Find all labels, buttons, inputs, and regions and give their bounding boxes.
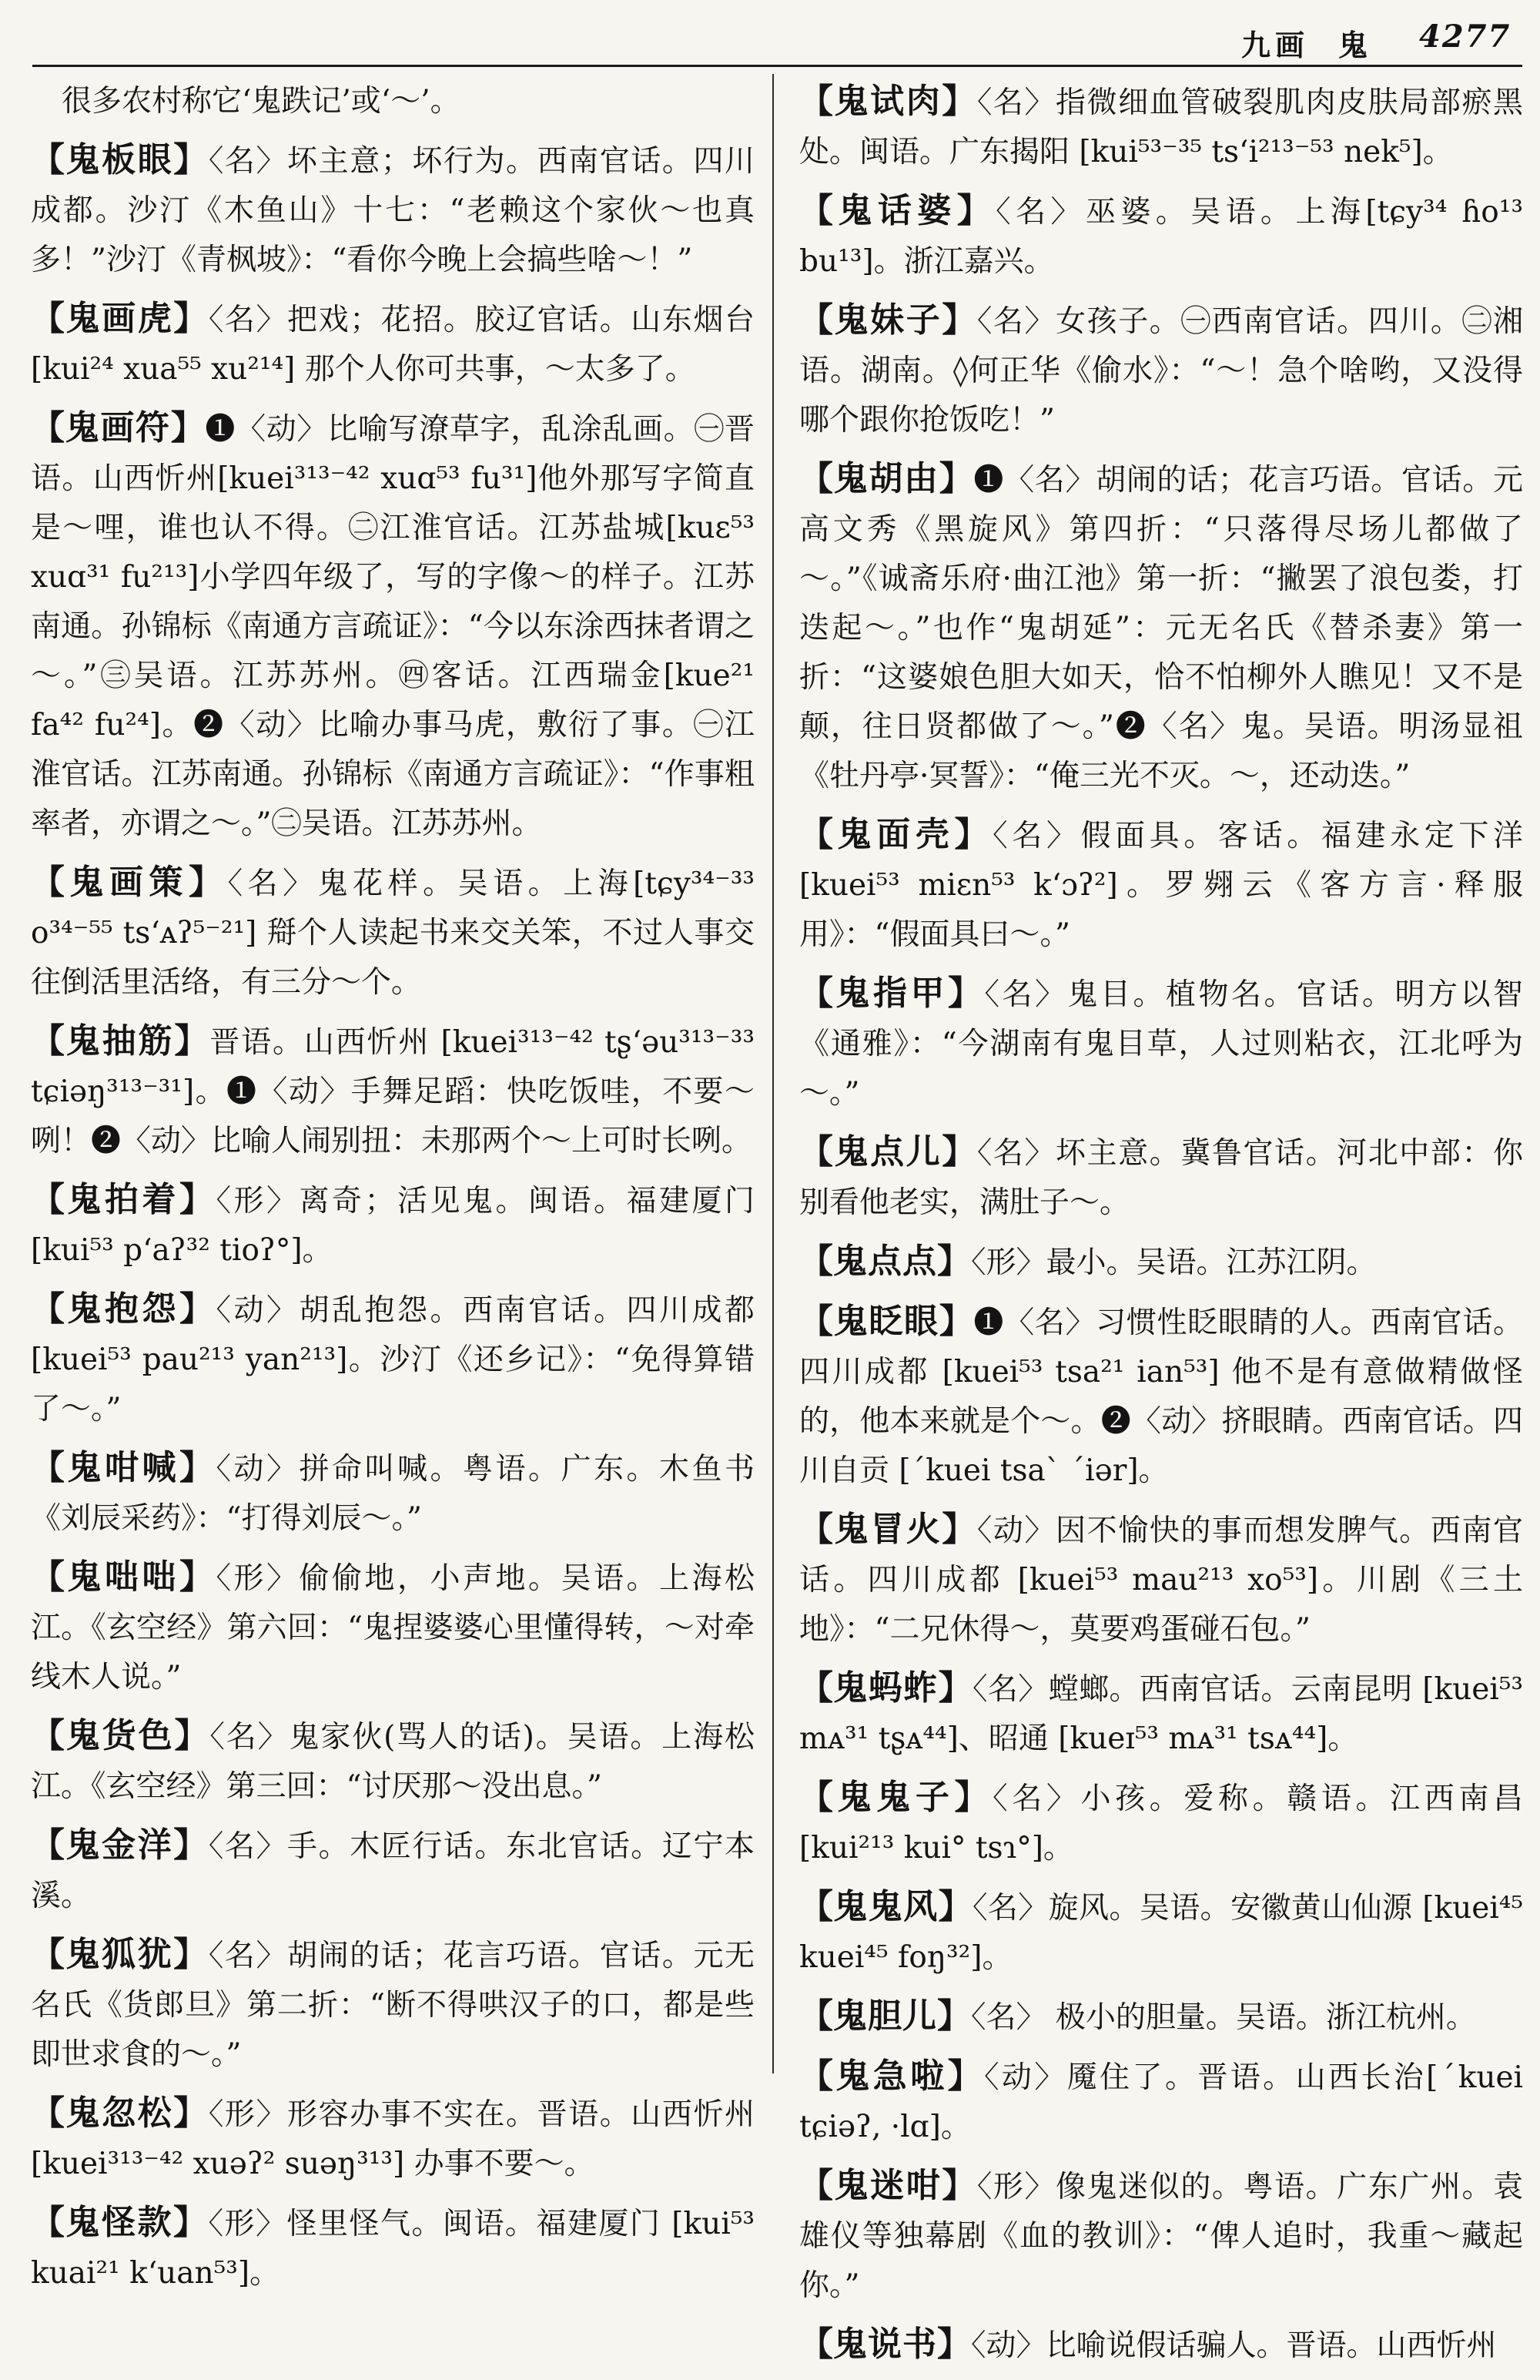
right-column <box>799 77 1523 2380</box>
dictionary-entry <box>799 1773 1523 1873</box>
bracket-open: 【 <box>31 1557 68 1597</box>
dictionary-entry <box>799 454 1523 801</box>
dictionary-entry <box>799 1505 1523 1654</box>
dictionary-entry <box>31 136 755 285</box>
entry-headword: 鬼咄咄 <box>67 1557 179 1597</box>
bracket-open: 【 <box>799 300 835 340</box>
bracket-close: 】 <box>954 815 993 854</box>
entry-headword: 鬼指甲 <box>835 974 948 1013</box>
dictionary-entry <box>31 2089 755 2189</box>
bracket-close: 】 <box>938 1668 973 1708</box>
entry-headword: 鬼鬼风 <box>833 1887 939 1926</box>
bracket-close: 】 <box>179 1448 216 1487</box>
dictionary-entry <box>799 2320 1523 2371</box>
entry-headword: 鬼狐犹 <box>65 1935 174 1974</box>
entry-headword: 鬼咁喊 <box>67 1448 179 1487</box>
bracket-close: 】 <box>173 299 209 338</box>
entry-definition: 〈名〉手。木匠行话。东北官话。辽宁本溪。 <box>31 1829 755 1913</box>
bracket-close: 】 <box>179 1180 216 1219</box>
dictionary-entry <box>799 1297 1523 1496</box>
entry-definition: 〈动〉比喻说假话骗人。晋语。山西忻州 <box>971 2328 1497 2363</box>
bracket-close: 】 <box>942 1132 977 1172</box>
entry-definition: 〈名〉小孩。爱称。赣语。江西南昌 [kui²¹³ kui° tsɿ°]。 <box>799 1782 1523 1865</box>
entry-definition: 〈名〉旋风。吴语。安徽黄山仙源 [kuei⁴⁵ kuei⁴⁵ foŋ³²]。 <box>799 1891 1524 1975</box>
bracket-close: 】 <box>173 2093 209 2133</box>
dictionary-entry <box>799 1237 1523 1288</box>
entry-definition: ❶〈名〉胡闹的话；花言巧语。官话。元高文秀《黑旋风》第四折：“只落得尽场儿都做了～。”《诚斋乐府·曲江池》第一折：“撇罢了浪包娄，打迭起～。”也作“鬼胡延”：元无名氏《替杀妻》第一折：“这婆娘色胆大如天，恰不怕柳外人瞧见！又不是颠，往日贤都做了～。”❷〈名〉鬼。吴语。明汤显祖《牡丹亭·冥誓》：“俺三光不灭。～，还动迭。” <box>799 463 1524 793</box>
dictionary-entry <box>799 1882 1523 1983</box>
entry-headword: 鬼胆儿 <box>833 1996 937 2036</box>
entry-headword: 鬼抱怨 <box>67 1289 179 1329</box>
dictionary-entry <box>799 810 1523 960</box>
entry-definition: 〈动〉因不愉快的事而想发脾气。西南官话。四川成都 [kuei⁵³ mau²¹³ xo⁵³]。川剧《三土地》：“二兄休得～，莫要鸡蛋碰石包。” <box>799 1513 1524 1647</box>
bracket-open: 【 <box>31 1180 68 1219</box>
bracket-close: 】 <box>173 1935 209 1974</box>
entry-definition: 〈名〉 极小的胆量。吴语。浙江杭州。 <box>971 2000 1476 2035</box>
bracket-close: 】 <box>947 2057 985 2096</box>
header-rule <box>32 65 1522 67</box>
column-divider <box>772 74 774 2073</box>
entry-definition: 〈形〉偷偷地，小声地。吴语。上海松江。《玄空经》第六回：“鬼捏婆婆心里懂得转，～对牵线木人说。” <box>31 1561 755 1694</box>
dictionary-entry <box>799 1128 1523 1228</box>
entry-definition: 〈形〉离奇；活见鬼。闽语。福建厦门 [kui⁵³ p‘aʔ³² tioʔ°]。 <box>31 1184 755 1268</box>
entry-definition: 〈名〉鬼目。植物名。官话。明方以智《通雅》：“今湖南有鬼目草，人过则粘衣，江北呼为～。” <box>799 977 1523 1111</box>
bracket-open: 【 <box>799 974 836 1013</box>
bracket-close: 】 <box>179 1289 216 1329</box>
entry-definition: 〈形〉怪里怪气。闽语。福建厦门 [kui⁵³ kuai²¹ k‘uan⁵³]。 <box>31 2207 755 2291</box>
dictionary-entry <box>31 1443 755 1544</box>
entry-definition: 〈名〉把戏；花招。胶辽官话。山东烟台 [kui²⁴ xua⁵⁵ xu²¹⁴] 那个人你可共事，～太多了。 <box>31 303 755 387</box>
dictionary-entry <box>31 1175 755 1275</box>
entry-definition: 〈名〉假面具。客话。福建永定下洋[kuei⁵³ miɛn⁵³ k‘ɔʔ²]。罗翙云《客方言·释服用》：“假面具曰～。” <box>799 819 1523 952</box>
bracket-open: 【 <box>31 1825 66 1865</box>
bracket-open: 【 <box>31 1716 66 1755</box>
entry-headword: 鬼说书 <box>833 2325 937 2364</box>
bracket-close: 】 <box>938 1887 973 1926</box>
entry-definition: 〈名〉坏主意。冀鲁官话。河北中部：你别看他老实，满肚子～。 <box>799 1136 1524 1220</box>
page-header <box>0 0 1540 68</box>
entry-headword: 鬼眨眼 <box>833 1302 939 1341</box>
bracket-close: 】 <box>173 140 209 179</box>
bracket-open: 【 <box>31 299 66 338</box>
entry-headword: 鬼妹子 <box>834 300 942 340</box>
entry-definition: 〈形〉像鬼迷似的。粤语。广东广州。袁雄仪等独幕剧《血的教训》：“俾人追时，我重～藏起你。” <box>799 2170 1524 2303</box>
entry-headword: 鬼忽松 <box>65 2093 174 2133</box>
entry-definition: 〈名〉指微细血管破裂肌肉皮肤局部瘀黑处。闽语。广东揭阳 [kui⁵³⁻³⁵ ts‘i²¹³⁻⁵³ nek⁵]。 <box>799 85 1524 169</box>
dictionary-entry <box>31 294 755 394</box>
bracket-close: 】 <box>954 1778 993 1817</box>
bracket-close: 】 <box>942 2166 977 2205</box>
bracket-open: 【 <box>799 191 839 230</box>
entry-headword: 鬼画虎 <box>65 299 174 338</box>
left-entry-list <box>31 136 755 2298</box>
dictionary-entry <box>31 1553 755 1702</box>
bracket-open: 【 <box>31 1289 68 1329</box>
entry-definition: 〈名〉鬼花样。吴语。上海[tɕy³⁴⁻³³ o³⁴⁻⁵⁵ ts‘ᴀʔ⁵⁻²¹] 搿个人读起书来交关笨，不过人事交往倒活里活络，有三分～个。 <box>31 867 755 1000</box>
entry-headword: 鬼鬼子 <box>837 1778 955 1817</box>
bracket-close: 】 <box>189 863 228 902</box>
continuation-text: 很多农村称它‘鬼跌记’或‘～’。 <box>62 84 460 119</box>
entry-definition: ❶〈动〉比喻写潦草字，乱涂乱画。㊀晋语。山西忻州[kuei³¹³⁻⁴² xuɑ⁵³ fu³¹]他外那写字简直是～哩，谁也认不得。㊁江淮官话。江苏盐城[kuɛ⁵³ xuɑ³¹ fu²¹³]小学四年级了，写的字像～的样子。江苏南通。孙锦标《南通方言疏证》：“今以东涂西抹者谓之～。”㊂吴语。江苏苏州。㊃客话。江西瑞金[kue²¹ fa⁴² fu²⁴]。❷〈动〉比喻办事马虎，敷衍了事。㊀江淮官话。江苏南通。孙锦标《南通方言疏证》：“作事粗率者，亦谓之～。”㊁吴语。江苏苏州。 <box>31 412 755 841</box>
entry-headword: 鬼点点 <box>833 1242 937 1281</box>
bracket-close: 】 <box>937 1242 971 1281</box>
entry-headword: 鬼货色 <box>65 1716 175 1755</box>
entry-definition: 〈动〉拼命叫喊。粤语。广东。木鱼书《刘辰采药》：“打得刘辰～。” <box>31 1452 755 1536</box>
dictionary-entry <box>799 77 1523 177</box>
bracket-open: 【 <box>31 2203 66 2242</box>
dictionary-entry <box>799 2161 1523 2311</box>
entry-definition: 〈形〉形容办事不实在。晋语。山西忻州 [kuei³¹³⁻⁴² xuəʔ² suəŋ³¹³] 办事不要～。 <box>31 2097 755 2181</box>
bracket-open: 【 <box>31 1935 66 1974</box>
entry-headword: 鬼拍着 <box>67 1180 179 1219</box>
bracket-open: 【 <box>31 2093 66 2133</box>
bracket-open: 【 <box>799 82 835 121</box>
entry-definition: 〈名〉女孩子。㊀西南官话。四川。㊁湘语。湖南。◊何正华《偷水》：“～！急个啥哟，又没得哪个跟你抢饭吃！” <box>799 304 1524 437</box>
bracket-close: 】 <box>174 1716 210 1755</box>
section-label: 九画 <box>1241 28 1310 62</box>
bracket-close: 】 <box>948 974 985 1013</box>
entry-headword: 鬼面壳 <box>837 815 955 854</box>
entry-headword: 鬼迷咁 <box>834 2166 942 2205</box>
bracket-close: 】 <box>937 2325 971 2364</box>
entry-headword: 鬼板眼 <box>65 140 174 179</box>
dictionary-entry <box>31 1821 755 1921</box>
entry-definition: 〈形〉最小。吴语。江苏江阴。 <box>971 1245 1377 1280</box>
bracket-open: 【 <box>799 1242 833 1281</box>
entry-headword: 鬼点儿 <box>834 1132 942 1172</box>
entry-definition: 〈动〉魇住了。晋语。山西长治[ˊkuei tɕiəʔ, ·lɑ]。 <box>799 2060 1524 2144</box>
bracket-open: 【 <box>799 1778 838 1817</box>
entry-definition: 〈名〉螳螂。西南官话。云南昆明 [kuei⁵³ mᴀ³¹ tʂᴀ⁴⁴]、昭通 [kueɪ⁵³ mᴀ³¹ tsᴀ⁴⁴]。 <box>799 1672 1524 1756</box>
bracket-close: 】 <box>937 1996 971 2036</box>
bracket-open: 【 <box>31 1021 66 1061</box>
dictionary-entry <box>31 404 755 849</box>
entry-definition: 〈名〉胡闹的话；花言巧语。官话。元无名氏《货郎旦》第二折：“断不得哄汉子的口，都是些即世求食的～。” <box>31 1939 755 2072</box>
dictionary-entry <box>799 296 1523 445</box>
bracket-close: 】 <box>942 1510 977 1549</box>
entry-headword: 鬼抽筋 <box>65 1021 175 1061</box>
entry-definition: 〈名〉巫婆。吴语。上海[tɕy³⁴ ɦo¹³ bu¹³]。浙江嘉兴。 <box>799 195 1524 279</box>
bracket-open: 【 <box>799 1302 834 1341</box>
bracket-open: 【 <box>799 1132 835 1172</box>
bracket-open: 【 <box>799 1510 835 1549</box>
bracket-close: 】 <box>172 2203 209 2242</box>
bracket-close: 】 <box>942 82 977 121</box>
entry-definition: ❶〈名〉习惯性眨眼睛的人。西南官话。四川成都 [kuei⁵³ tsa²¹ ian⁵³] 他不是有意做精做怪的，他本来就是个～。❷〈动〉挤眼睛。西南官话。四川自贡 [ˊkuei tsaˋ ˊiər]。 <box>799 1306 1524 1488</box>
bracket-close: 】 <box>942 300 977 340</box>
bracket-open: 【 <box>799 459 834 498</box>
bracket-open: 【 <box>799 1996 833 2036</box>
entry-headword: 鬼冒火 <box>834 1510 942 1549</box>
entry-definition: 〈名〉鬼家伙(骂人的话)。吴语。上海松江。《玄空经》第三回：“讨厌那～没出息。” <box>31 1720 755 1804</box>
bracket-open: 【 <box>799 2166 835 2205</box>
dictionary-entry <box>31 1017 755 1166</box>
dictionary-entry <box>799 969 1523 1118</box>
dictionary-entry <box>799 186 1523 287</box>
entry-headword: 鬼蚂蚱 <box>833 1668 939 1708</box>
entry-headword: 鬼急啦 <box>835 2057 948 2096</box>
page-number: 4277 <box>1419 18 1512 55</box>
dictionary-entry <box>31 2198 755 2298</box>
dictionary-entry <box>31 1285 755 1434</box>
bracket-open: 【 <box>31 863 70 902</box>
bracket-open: 【 <box>799 1668 834 1708</box>
dictionary-entry <box>799 1664 1523 1764</box>
bracket-close: 】 <box>939 459 974 498</box>
entry-headword: 鬼画策 <box>69 863 189 902</box>
bracket-close: 】 <box>956 191 996 230</box>
bracket-open: 【 <box>799 1887 834 1926</box>
bracket-close: 】 <box>939 1302 974 1341</box>
entry-headword: 鬼金洋 <box>65 1825 174 1865</box>
entry-headword: 鬼怪款 <box>65 2203 173 2242</box>
bracket-open: 【 <box>31 1448 68 1487</box>
dictionary-entry <box>31 1711 755 1812</box>
entry-definition: 〈动〉胡乱抱怨。西南官话。四川成都 [kuei⁵³ pau²¹³ yan²¹³]。沙汀《还乡记》：“免得算错了～。” <box>31 1293 755 1426</box>
entry-headword: 鬼话婆 <box>838 191 957 230</box>
right-entry-list <box>799 77 1523 2371</box>
bracket-open: 【 <box>799 815 838 854</box>
bracket-open: 【 <box>799 2325 833 2364</box>
entry-definition: 〈名〉坏主意；坏行为。西南官话。四川成都。沙汀《木鱼山》十七：“老赖这个家伙～也真多！”沙汀《青枫坡》：“看你今晚上会搞些啥～！” <box>31 144 755 277</box>
bracket-open: 【 <box>31 408 65 448</box>
dictionary-entry <box>799 1992 1523 2043</box>
bracket-open: 【 <box>799 2057 836 2096</box>
bracket-close: 】 <box>170 408 206 448</box>
radical-label: 鬼 <box>1338 28 1368 62</box>
entry-headword: 鬼画符 <box>65 408 171 448</box>
bracket-close: 】 <box>173 1825 209 1865</box>
dictionary-entry <box>799 2052 1523 2152</box>
bracket-close: 】 <box>174 1021 210 1061</box>
dictionary-entry <box>31 858 755 1007</box>
bracket-close: 】 <box>179 1557 216 1597</box>
entry-headword: 鬼试肉 <box>834 82 942 121</box>
left-column <box>31 77 755 2308</box>
bracket-open: 【 <box>31 140 66 179</box>
dictionary-entry <box>31 1930 755 2080</box>
entry-headword: 鬼胡由 <box>833 459 939 498</box>
entry-definition: 晋语。山西忻州 [kuei³¹³⁻⁴² tʂ‘əu³¹³⁻³³ tɕiəŋ³¹³⁻³¹]。❶〈动〉手舞足蹈：快吃饭哇，不要～咧！❷〈动〉比喻人闹别扭：未那两个～上可时长咧。 <box>31 1025 755 1158</box>
